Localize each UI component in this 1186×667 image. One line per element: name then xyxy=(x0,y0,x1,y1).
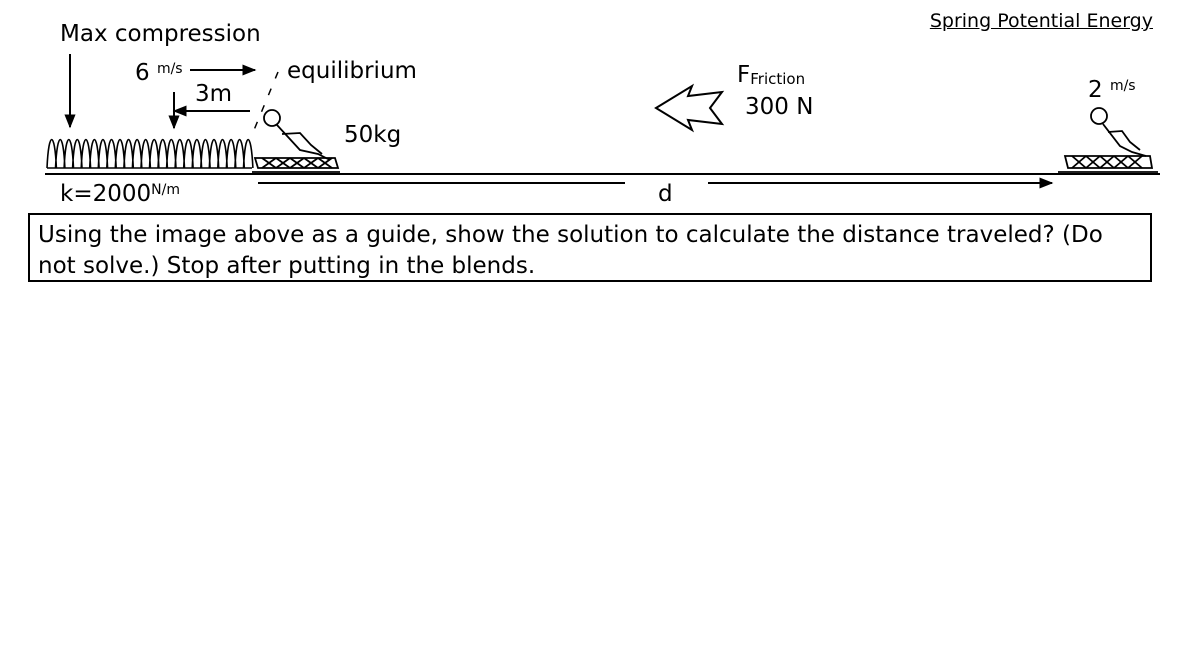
question-box xyxy=(28,213,1152,282)
friction-subscript: Friction xyxy=(750,70,806,88)
friction-value-label: 300 N xyxy=(745,94,814,120)
spring-constant-value: k=2000 xyxy=(60,181,152,207)
mass-label: 50kg xyxy=(344,122,402,148)
sled-rider-start xyxy=(252,110,340,172)
compression-distance-label: 3m xyxy=(195,81,233,107)
final-speed-value: 2 xyxy=(1088,77,1103,103)
final-speed-unit: m/s xyxy=(1109,78,1136,94)
equilibrium-dashed-line xyxy=(254,72,278,130)
final-speed-label xyxy=(1088,79,1136,102)
initial-speed-unit: m/s xyxy=(156,61,183,77)
spring-constant-label xyxy=(60,183,180,206)
sled-rider-end xyxy=(1058,108,1158,172)
question-text: Using the image above as a guide, show the solution to calculate the distance traveled? (Do not solve.) Stop after putting in the blends. xyxy=(38,222,1103,279)
initial-speed-value: 6 xyxy=(135,60,150,86)
spring-constant-unit: N/m xyxy=(151,182,180,198)
friction-force-label xyxy=(737,64,805,87)
friction-symbol: F xyxy=(737,62,751,88)
initial-speed-label xyxy=(135,62,183,85)
max-compression-label: Max compression xyxy=(60,21,261,47)
spring xyxy=(47,140,253,169)
page-title: Spring Potential Energy xyxy=(929,10,1153,32)
equilibrium-label: equilibrium xyxy=(287,58,417,84)
friction-arrow xyxy=(656,86,722,130)
distance-label: d xyxy=(658,181,673,207)
